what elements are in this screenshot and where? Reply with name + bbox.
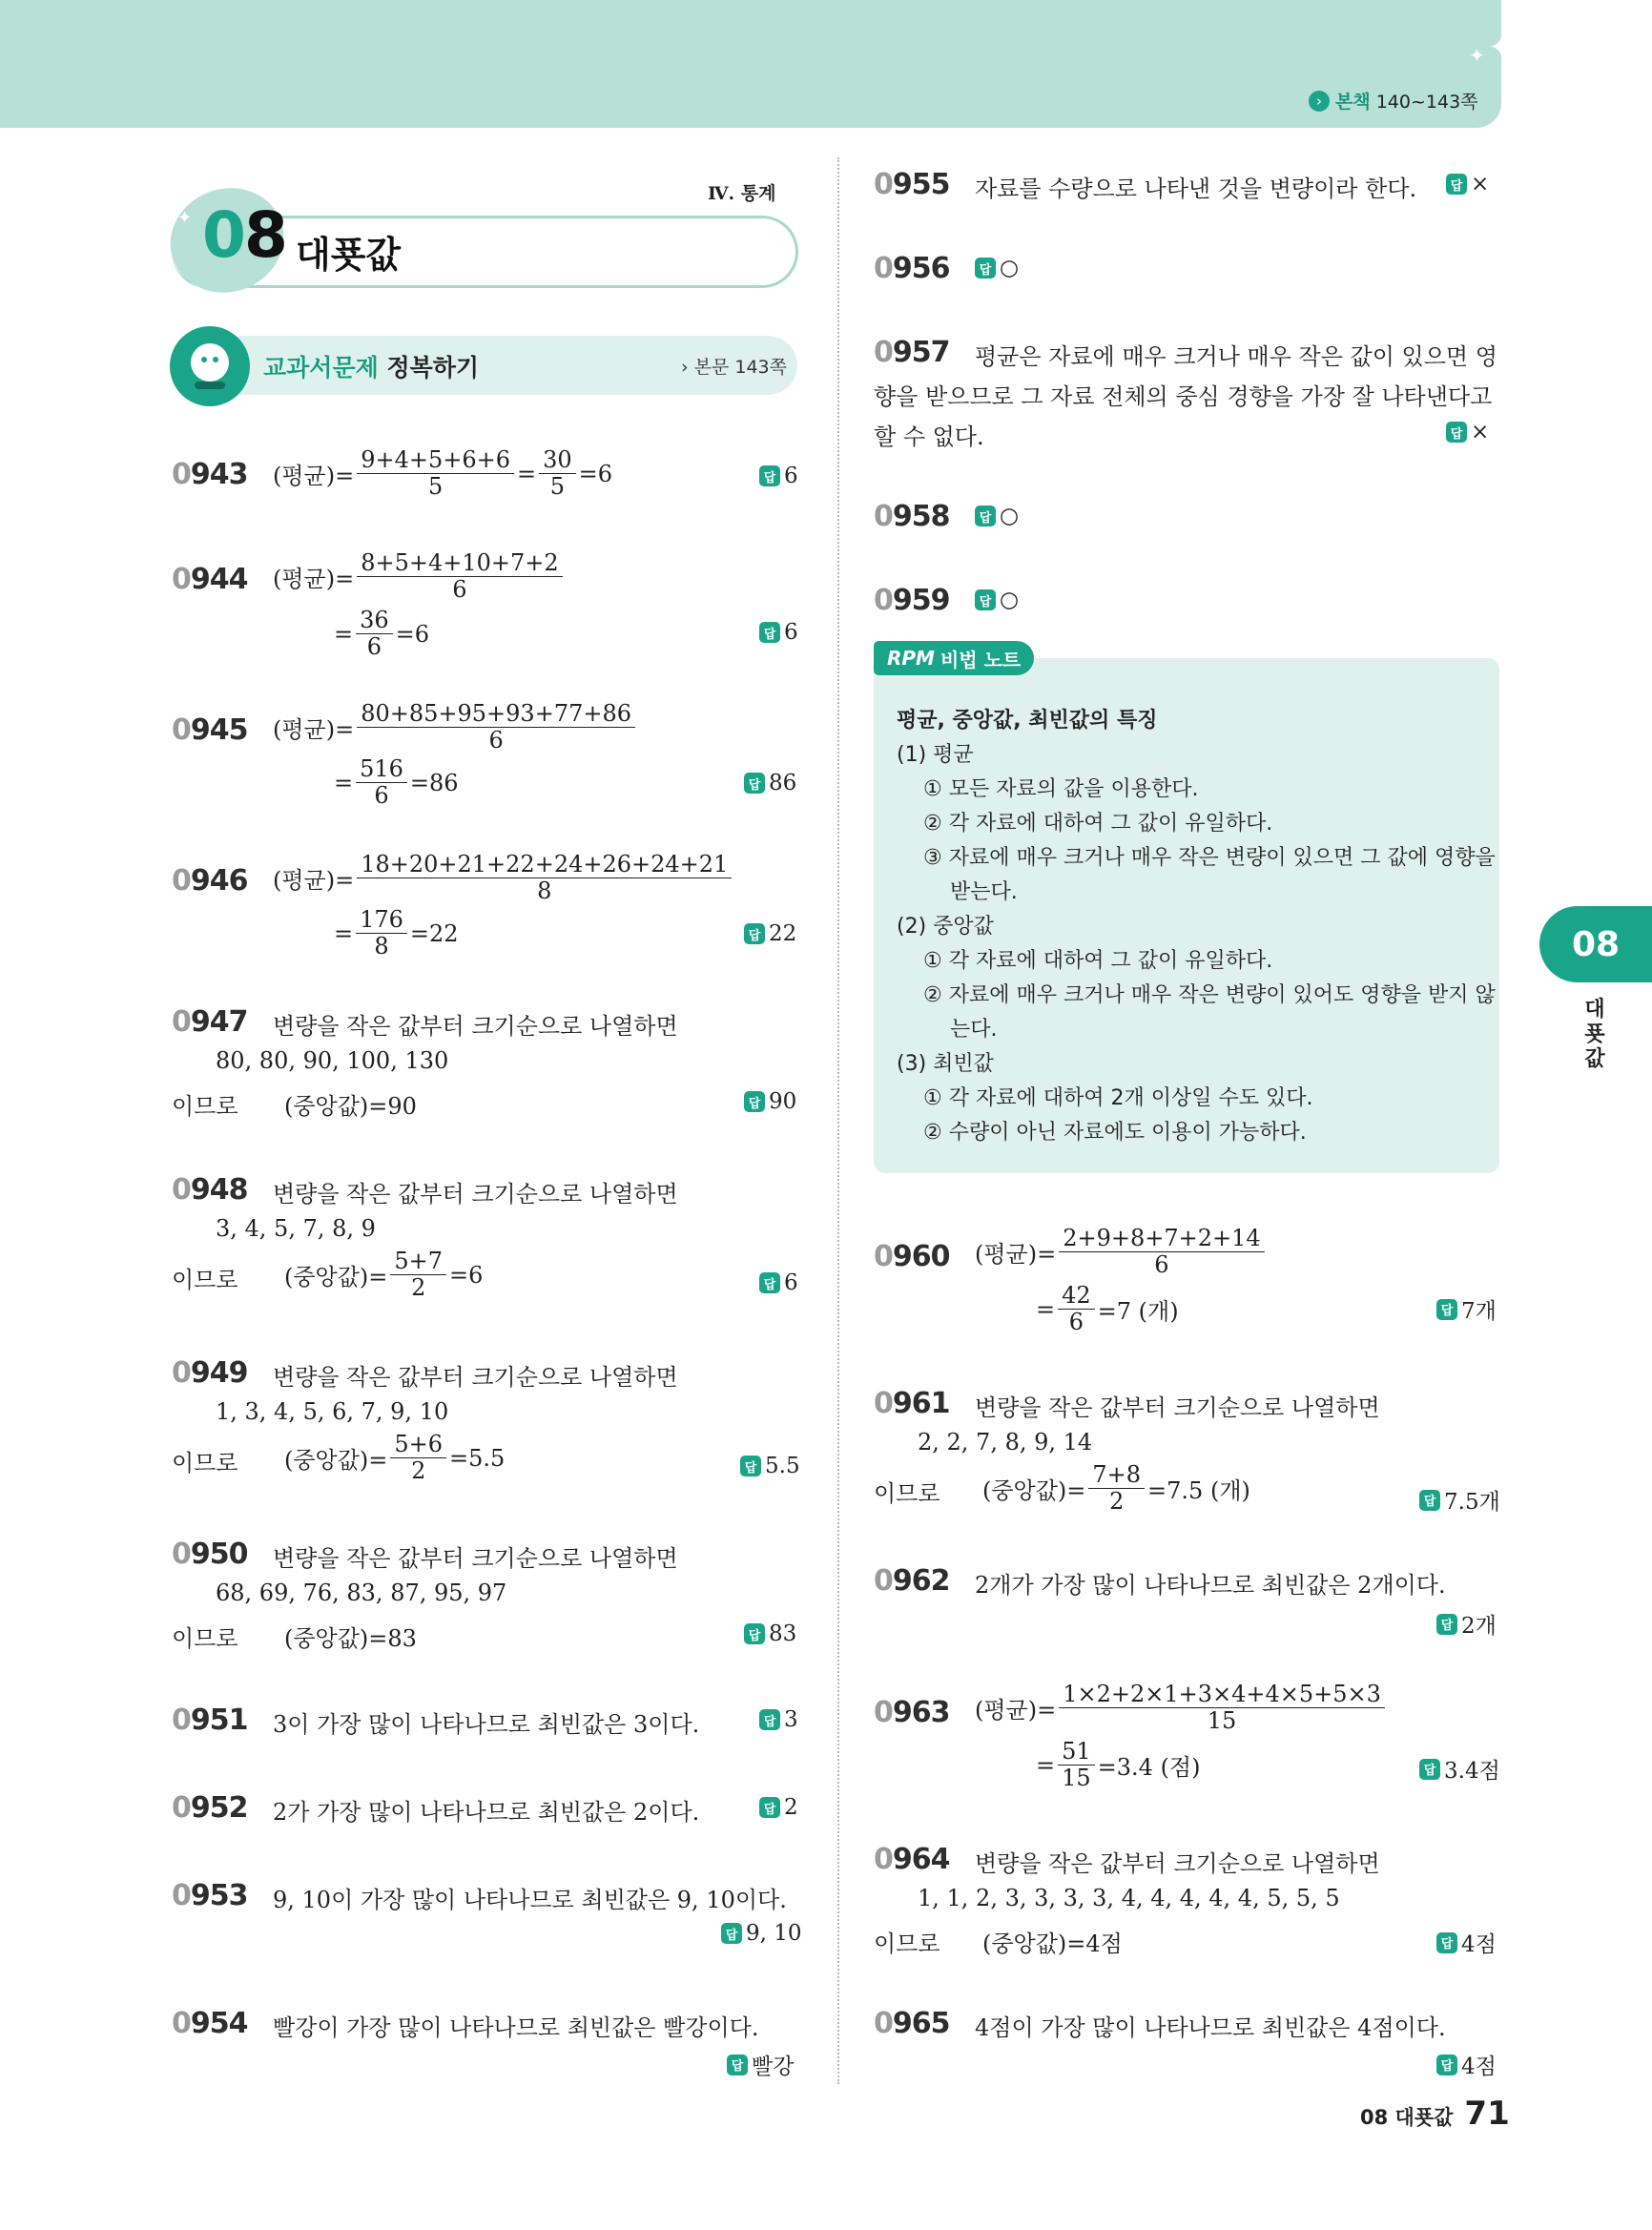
answer — [1446, 172, 1489, 196]
answer-icon: 답 — [759, 1797, 780, 1818]
problem-text: 이므로 — [172, 1267, 238, 1293]
fraction — [1088, 1463, 1145, 1514]
problem-text: 빨강이 가장 많이 나타나므로 최빈값은 빨강이다. — [273, 2014, 759, 2041]
fraction — [357, 551, 562, 602]
answer-value: 5.5 — [765, 1454, 800, 1478]
answer-value: ○ — [1000, 256, 1020, 280]
problem-number: 0945 — [172, 713, 248, 747]
problem-text: 변량을 작은 값부터 크기순으로 나열하면 — [975, 1394, 1380, 1421]
rpm-note-line: ② 각 자료에 대하여 그 값이 유일하다. — [923, 812, 1273, 836]
problem-number-prefix: 0 — [874, 1240, 893, 1273]
numerator: 30 — [539, 448, 576, 474]
numerator: 9+4+5+6+6 — [357, 448, 514, 474]
problem-text: 2개가 가장 많이 나타나므로 최빈값은 2개이다. — [975, 1572, 1446, 1599]
answer-icon: 답 — [1446, 422, 1467, 443]
problem-number-prefix: 0 — [172, 1703, 191, 1737]
problem-number: 0949 — [172, 1356, 248, 1390]
fraction — [357, 702, 635, 753]
formula-lhs: (중앙값)= — [982, 1477, 1086, 1505]
problem-text: 변량을 작은 값부터 크기순으로 나열하면 — [273, 1364, 678, 1391]
answer — [744, 921, 796, 946]
chapter-side-label: 대푯값 — [1584, 998, 1605, 1071]
problem-text: 변량을 작은 값부터 크기순으로 나열하면 — [273, 1181, 678, 1208]
problem-number-prefix: 0 — [874, 1387, 893, 1420]
problem-number-prefix: 0 — [172, 1538, 191, 1571]
answer-icon: 답 — [721, 1923, 742, 1944]
denominator: 6 — [1154, 1251, 1169, 1279]
problem-text: 4점이 가장 많이 나타나므로 최빈값은 4점이다. — [975, 2014, 1446, 2041]
problem-solution — [284, 1249, 483, 1300]
fraction — [357, 448, 514, 499]
fraction — [390, 1433, 446, 1483]
rpm-note-line: ① 각 자료에 대하여 그 값이 유일하다. — [923, 949, 1273, 973]
rpm-note-line: ③ 자료에 매우 크거나 매우 작은 변량이 있으면 그 값에 영향을 — [923, 846, 1496, 870]
numerator: 516 — [356, 757, 407, 783]
sparkle-icon: ✦ — [1469, 44, 1485, 67]
problem-text: 9, 10이 가장 많이 나타나므로 최빈값은 9, 10이다. — [273, 1887, 787, 1913]
section-reference: › 본문 143쪽 — [681, 357, 788, 378]
answer — [759, 1707, 798, 1732]
fraction — [1058, 1284, 1095, 1334]
answer-icon: 답 — [1419, 1759, 1440, 1780]
fraction — [357, 853, 732, 903]
column-divider — [837, 157, 839, 2084]
formula-lhs: (중앙값)= — [284, 1447, 388, 1475]
answer-value: 6 — [784, 620, 798, 645]
problem-number-prefix: 0 — [172, 1791, 191, 1825]
problem-number-prefix: 0 — [874, 500, 893, 533]
problem-number-prefix: 0 — [874, 336, 893, 369]
denominator: 6 — [452, 576, 467, 604]
answer-icon: 답 — [1436, 1299, 1457, 1320]
answer-icon: 답 — [744, 1623, 765, 1644]
problem-number-prefix: 0 — [172, 1173, 191, 1207]
data-list: 3, 4, 5, 7, 8, 9 — [216, 1215, 376, 1242]
problem-number-prefix: 0 — [874, 168, 893, 201]
answer-value: 2 — [784, 1795, 798, 1820]
numerator: 176 — [356, 908, 407, 934]
answer-icon: 답 — [727, 2054, 748, 2075]
rpm-note-line: ① 각 자료에 대하여 2개 이상일 수도 있다. — [923, 1086, 1313, 1110]
problem-number-prefix: 0 — [172, 563, 191, 596]
formula-lhs: (평균)= — [975, 1241, 1057, 1269]
answer-value: 86 — [769, 771, 797, 795]
problem-text: 이므로 — [172, 1093, 238, 1120]
denominator: 2 — [411, 1274, 426, 1302]
answer-value: 7.5개 — [1444, 1490, 1500, 1515]
numerator: 36 — [356, 609, 393, 634]
section-mascot-icon — [170, 326, 250, 406]
answer — [1419, 1753, 1500, 1785]
denominator: 15 — [1062, 1765, 1091, 1792]
formula-lhs: (평균)= — [975, 1697, 1057, 1724]
numerator: 1×2+2×1+3×4+4×5+5×3 — [1059, 1683, 1385, 1708]
answer-value: × — [1471, 420, 1490, 444]
problem-number: 0959 — [874, 584, 950, 617]
fraction — [1059, 1683, 1385, 1733]
problem-number: 0956 — [874, 252, 950, 285]
problem-number: 0943 — [172, 458, 248, 491]
answer — [975, 256, 1019, 280]
equals: = — [334, 620, 354, 648]
problem-solution-line — [334, 757, 459, 808]
answer-icon: 답 — [1446, 174, 1467, 195]
rpm-note-line: (3) 최빈값 — [897, 1052, 994, 1076]
answer-value: 9, 10 — [746, 1921, 802, 1946]
data-list: 80, 80, 90, 100, 130 — [216, 1047, 449, 1074]
problem-number-prefix: 0 — [172, 1356, 191, 1390]
problem-text: 변량을 작은 값부터 크기순으로 나열하면 — [975, 1850, 1380, 1877]
problem-number: 0953 — [172, 1879, 248, 1912]
denominator: 2 — [411, 1457, 426, 1485]
problem-number: 0948 — [172, 1173, 248, 1207]
answer-icon: 답 — [1436, 1614, 1457, 1635]
denominator: 6 — [374, 782, 389, 810]
equals: = — [517, 460, 537, 487]
result: =22 — [409, 919, 459, 947]
answer-value: × — [1471, 172, 1490, 196]
problem-result: (중앙값)=83 — [284, 1625, 417, 1652]
numerator: 7+8 — [1088, 1463, 1145, 1489]
answer — [744, 1089, 796, 1114]
problem-number: 0965 — [874, 2007, 950, 2040]
data-list: 1, 1, 2, 3, 3, 3, 3, 4, 4, 4, 4, 4, 5, 5, 5 — [918, 1885, 1340, 1911]
answer — [740, 1454, 800, 1478]
problem-text: 이므로 — [874, 1480, 940, 1507]
formula-lhs: (평균)= — [273, 867, 355, 895]
section-title-rest: 정복하기 — [378, 354, 480, 382]
problem-text: 이므로 — [172, 1450, 238, 1476]
problem-result: (중앙값)=90 — [284, 1093, 417, 1120]
formula-lhs: (중앙값)= — [284, 1264, 388, 1291]
problem-number: 0950 — [172, 1538, 248, 1571]
problem-number: 0958 — [874, 500, 950, 533]
problem-number: 0946 — [172, 864, 248, 898]
denominator: 2 — [1109, 1488, 1125, 1516]
problem-text: 자료를 수량으로 나타낸 것을 변량이라 한다. — [975, 176, 1417, 202]
answer-icon: 답 — [759, 465, 780, 486]
answer-value: ○ — [1000, 504, 1020, 528]
numerator: 5+6 — [390, 1433, 446, 1458]
numerator: 8+5+4+10+7+2 — [357, 551, 562, 577]
result: =7.5 (개) — [1147, 1477, 1250, 1505]
rpm-note-line: ② 수량이 아닌 자료에도 이용이 가능하다. — [923, 1121, 1307, 1145]
section-title — [263, 349, 479, 383]
unit-label: Ⅳ. 통계 — [708, 183, 776, 204]
answer-icon: 답 — [759, 622, 780, 643]
page-reference — [1309, 88, 1478, 114]
problem-result: (중앙값)=4점 — [982, 1931, 1123, 1957]
result: =5.5 — [449, 1444, 506, 1472]
chapter-side-tab: 08 — [1539, 906, 1652, 982]
problem-number-prefix: 0 — [874, 2007, 893, 2040]
problem-number: 0954 — [172, 2007, 248, 2040]
sparkle-icon: ✦ — [1488, 29, 1516, 67]
ref-pages: 140~143쪽 — [1375, 92, 1478, 113]
equals: = — [1036, 1295, 1056, 1323]
arrow-circle-icon: › — [1309, 91, 1330, 112]
rpm-note-line: (1) 평균 — [897, 743, 974, 767]
data-list: 1, 3, 4, 5, 6, 7, 9, 10 — [216, 1398, 449, 1425]
denominator: 6 — [488, 727, 504, 754]
problem-solution — [982, 1463, 1250, 1514]
result: =6 — [449, 1261, 484, 1289]
problem-number-prefix: 0 — [172, 713, 191, 747]
fraction — [539, 448, 576, 499]
problem-solution — [273, 551, 566, 602]
equals: = — [1036, 1751, 1056, 1779]
denominator: 15 — [1207, 1707, 1237, 1735]
answer — [759, 1795, 798, 1820]
answer-icon: 답 — [1436, 2054, 1457, 2075]
answer-value: 4점 — [1461, 2054, 1497, 2079]
data-list: 2, 2, 7, 8, 9, 14 — [918, 1429, 1093, 1456]
problem-number-prefix: 0 — [172, 2007, 191, 2040]
rpm-note-line: 받는다. — [950, 880, 1018, 904]
answer-value: 빨강 — [752, 2054, 795, 2079]
problem-number-prefix: 0 — [874, 252, 893, 285]
fraction — [390, 1249, 446, 1300]
answer-value: 3.4점 — [1444, 1759, 1500, 1784]
answer-icon: 답 — [744, 1091, 765, 1112]
fraction — [356, 908, 407, 959]
answer — [975, 504, 1019, 528]
answer-icon: 답 — [740, 1456, 761, 1476]
problem-number: 0944 — [172, 563, 248, 596]
problem-number: 0947 — [172, 1005, 248, 1039]
page-number: 71 — [1464, 2095, 1510, 2133]
problem-number: 0961 — [874, 1387, 950, 1420]
answer — [759, 1270, 798, 1295]
answer-value: ○ — [1000, 588, 1020, 612]
answer-value: 4점 — [1461, 1932, 1497, 1957]
chapter-title: 대푯값 — [296, 234, 402, 276]
fraction — [1059, 1227, 1264, 1277]
problem-number-prefix: 0 — [172, 458, 191, 491]
problem-text: 할 수 없다. — [874, 423, 984, 450]
ref-label: 본책 — [1335, 92, 1371, 113]
result: =6 — [578, 460, 613, 487]
sparkle-icon: ✦ — [177, 208, 193, 228]
denominator: 5 — [549, 473, 566, 501]
problem-number: 0962 — [874, 1564, 950, 1598]
problem-text: 이므로 — [172, 1625, 238, 1652]
answer-icon: 답 — [975, 258, 996, 279]
answer — [1436, 2049, 1497, 2080]
problem-solution — [273, 853, 734, 903]
formula-lhs: (평균)= — [273, 463, 355, 490]
problem-number-prefix: 0 — [874, 584, 893, 617]
data-list: 68, 69, 76, 83, 87, 95, 97 — [216, 1580, 507, 1606]
problem-number: 0952 — [172, 1791, 248, 1825]
equals: = — [334, 769, 354, 796]
problem-solution — [273, 702, 638, 753]
numerator: 2+9+8+7+2+14 — [1059, 1227, 1264, 1252]
result: =3.4 (점) — [1097, 1754, 1201, 1782]
problem-solution-line — [1036, 1740, 1200, 1790]
answer-icon: 답 — [1436, 1932, 1457, 1953]
answer-value: 6 — [784, 1270, 798, 1295]
denominator: 6 — [1068, 1309, 1084, 1336]
answer — [744, 1621, 796, 1646]
rpm-note-title: 평균, 중앙값, 최빈값의 특징 — [897, 709, 1158, 733]
problem-text: 이므로 — [874, 1931, 940, 1957]
problem-solution-line — [1036, 1284, 1179, 1334]
answer-value: 7개 — [1461, 1299, 1497, 1324]
answer-value: 83 — [769, 1621, 797, 1646]
answer — [975, 588, 1019, 612]
problem-solution — [975, 1683, 1388, 1733]
result: =7 (개) — [1097, 1298, 1179, 1326]
problem-solution-line — [334, 609, 429, 659]
numerator: 42 — [1058, 1284, 1095, 1310]
answer — [1436, 1608, 1497, 1640]
problem-solution — [273, 448, 612, 499]
problem-text: 평균은 자료에 매우 크거나 매우 작은 값이 있으면 영 — [975, 343, 1497, 370]
answer-icon: 답 — [759, 1272, 780, 1293]
answer-value: 6 — [784, 464, 798, 488]
problem-number-prefix: 0 — [172, 864, 191, 898]
answer — [1436, 1927, 1497, 1958]
formula-lhs: (평균)= — [273, 716, 355, 744]
denominator: 8 — [374, 933, 389, 960]
answer-value: 22 — [769, 921, 797, 946]
formula-lhs: (평균)= — [273, 566, 355, 593]
problem-text: 변량을 작은 값부터 크기순으로 나열하면 — [273, 1013, 678, 1040]
result: =86 — [409, 769, 459, 796]
answer — [1446, 420, 1489, 444]
rpm-note-line: ② 자료에 매우 크거나 매우 작은 변량이 있어도 영향을 받지 않 — [923, 983, 1496, 1007]
problem-number: 0957 — [874, 336, 950, 369]
answer-icon: 답 — [744, 773, 765, 794]
rpm-tag-label: 비법 노트 — [940, 648, 1022, 671]
numerator: 51 — [1058, 1740, 1095, 1765]
problem-number-prefix: 0 — [874, 1843, 893, 1876]
denominator: 6 — [366, 633, 382, 661]
numerator: 18+20+21+22+24+26+24+21 — [357, 853, 732, 878]
problem-number-prefix: 0 — [874, 1696, 893, 1729]
answer — [759, 620, 798, 645]
rpm-note-line: ① 모든 자료의 값을 이용한다. — [923, 777, 1199, 801]
denominator: 8 — [537, 878, 552, 905]
page-footer — [1360, 2095, 1510, 2133]
fraction — [356, 609, 393, 659]
problem-number-prefix: 0 — [172, 1005, 191, 1039]
problem-number-prefix: 0 — [172, 1879, 191, 1912]
problem-solution-line — [334, 908, 459, 959]
result: =6 — [395, 620, 430, 648]
section-title-highlight: 교과서문제 — [263, 354, 379, 382]
numerator: 5+7 — [390, 1249, 446, 1275]
problem-text: 변량을 작은 값부터 크기순으로 나열하면 — [273, 1545, 678, 1572]
footer-chapter: 08 대푯값 — [1360, 2106, 1454, 2129]
answer — [1419, 1484, 1500, 1516]
problem-text: 3이 가장 많이 나타나므로 최빈값은 3이다. — [273, 1711, 700, 1738]
answer-value: 2개 — [1461, 1614, 1497, 1639]
problem-solution — [284, 1433, 505, 1483]
denominator: 5 — [427, 473, 444, 501]
problem-number: 0955 — [874, 168, 950, 201]
answer — [721, 1921, 802, 1946]
chapter-number-digit: 8 — [243, 198, 286, 272]
equals: = — [334, 919, 354, 947]
fraction — [356, 757, 407, 808]
rpm-note-tag — [874, 641, 1034, 675]
problem-solution — [975, 1227, 1268, 1277]
problem-number: 0960 — [874, 1240, 950, 1273]
problem-number: 0951 — [172, 1703, 248, 1737]
fraction — [1058, 1740, 1095, 1790]
top-band — [0, 0, 1501, 128]
numerator: 80+85+95+93+77+86 — [357, 702, 635, 728]
chapter-number: 08 — [202, 198, 286, 272]
rpm-tag-brand: RPM — [887, 647, 935, 670]
rpm-note-line: 는다. — [950, 1018, 998, 1042]
answer-value: 3 — [784, 1707, 798, 1732]
answer — [727, 2049, 794, 2080]
rpm-note-line: (2) 중앙값 — [897, 915, 994, 939]
problem-text: 2가 가장 많이 나타나므로 최빈값은 2이다. — [273, 1799, 700, 1826]
answer-icon: 답 — [975, 589, 996, 610]
problem-number: 0963 — [874, 1696, 950, 1729]
problem-number: 0964 — [874, 1843, 950, 1876]
answer-icon: 답 — [975, 506, 996, 527]
answer-icon: 답 — [1419, 1490, 1440, 1511]
sparkle-icon: ✦ — [244, 166, 269, 199]
answer-icon: 답 — [759, 1709, 780, 1730]
problem-number-prefix: 0 — [874, 1564, 893, 1598]
problem-text: 향을 받으므로 그 자료 전체의 중심 경향을 가장 잘 나타낸다고 — [874, 383, 1493, 410]
answer — [1436, 1293, 1497, 1325]
answer — [759, 464, 798, 488]
answer — [744, 771, 796, 795]
answer-icon: 답 — [744, 923, 765, 944]
answer-value: 90 — [769, 1089, 797, 1114]
